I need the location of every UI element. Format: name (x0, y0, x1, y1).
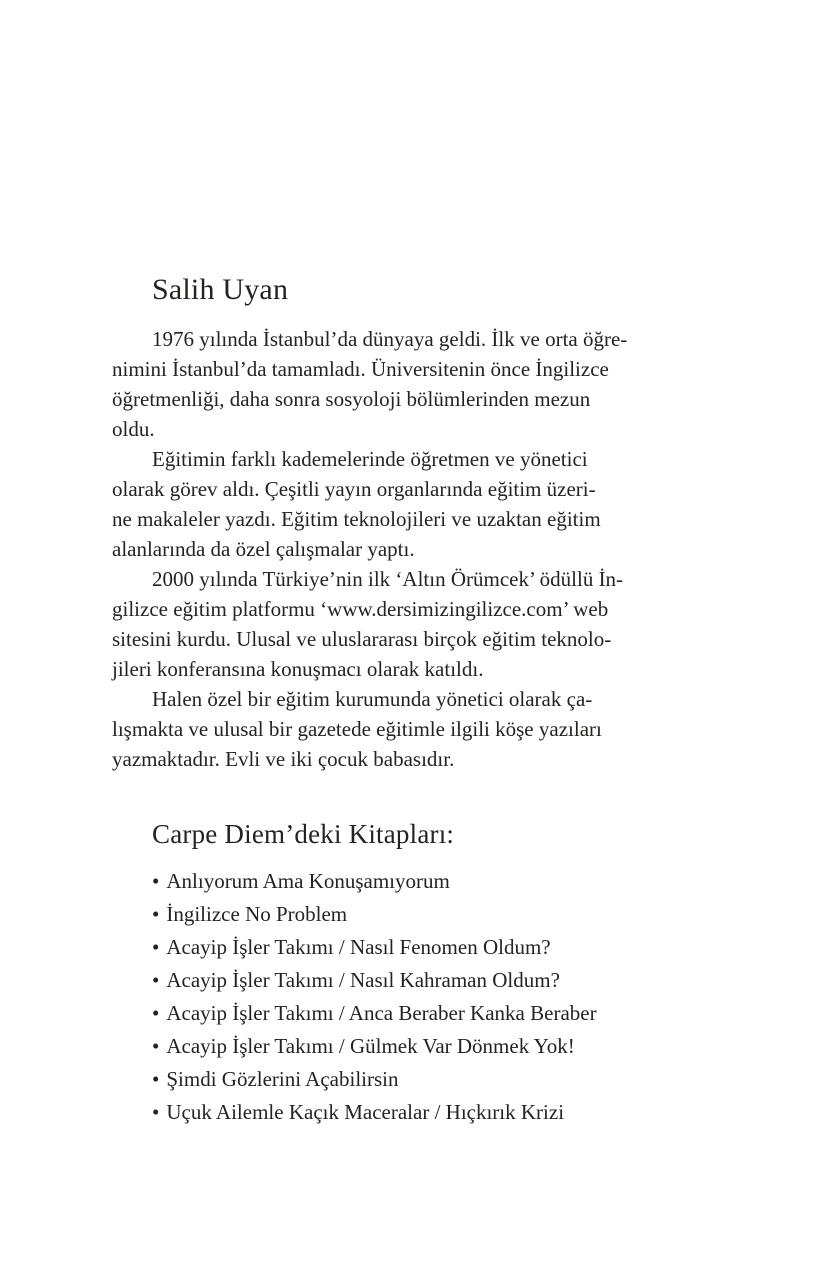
book-list-item (152, 931, 658, 964)
bullet-icon: • (152, 935, 160, 959)
book-list-item (152, 1030, 658, 1063)
bullet-icon: • (152, 902, 160, 926)
bio-line: Halen özel bir eğitim kurumunda yönetici olarak ça- (152, 687, 593, 711)
book-title: Acayip İşler Takımı / Nasıl Fenomen Oldum? (166, 935, 551, 959)
bio-line: gilizce eğitim platformu ‘www.dersimizingilizce.com’ web (112, 597, 609, 621)
bio-line: yazmaktadır. Evli ve iki çocuk babasıdır. (112, 747, 455, 771)
bullet-icon: • (152, 968, 160, 992)
bio-line: Eğitimin farklı kademelerinde öğretmen ve yönetici (152, 447, 588, 471)
bio-line: lışmakta ve ulusal bir gazetede eğitimle ilgili köşe yazıları (112, 717, 602, 741)
bio-paragraph (112, 324, 658, 444)
bio-line: 2000 yılında Türkiye’nin ilk ‘Altın Örümcek’ ödüllü İn- (152, 567, 624, 591)
bio-line: sitesini kurdu. Ulusal ve uluslararası birçok eğitim teknolo- (112, 627, 612, 651)
book-list-item (152, 898, 658, 931)
bio-line: 1976 yılında İstanbul’da dünyaya geldi. İlk ve orta öğre- (152, 327, 628, 351)
bio-line: jileri konferansına konuşmacı olarak katıldı. (112, 657, 484, 681)
book-list-item (152, 865, 658, 898)
page-content (112, 272, 658, 1129)
book-list-item (152, 1096, 658, 1129)
book-title: İngilizce No Problem (166, 902, 348, 926)
bio-line: alanlarında da özel çalışmalar yaptı. (112, 537, 415, 561)
author-name-heading: Salih Uyan (152, 273, 289, 306)
bio-line: ne makaleler yazdı. Eğitim teknolojileri ve uzaktan eğitim (112, 507, 601, 531)
bio-paragraph (112, 444, 658, 564)
bio-line: öğretmenliği, daha sonra sosyoloji bölümlerinden mezun (112, 387, 591, 411)
book-title: Acayip İşler Takımı / Anca Beraber Kanka Beraber (166, 1001, 597, 1025)
book-list (152, 865, 658, 1129)
bullet-icon: • (152, 1067, 160, 1091)
bio-paragraph (112, 564, 658, 684)
bio-paragraph (112, 684, 658, 774)
bullet-icon: • (152, 869, 160, 893)
book-title: Anlıyorum Ama Konuşamıyorum (166, 869, 450, 893)
bio-line: olarak görev aldı. Çeşitli yayın organlarında eğitim üzeri- (112, 477, 596, 501)
book-title: Acayip İşler Takımı / Nasıl Kahraman Oldum? (166, 968, 560, 992)
author-bio (112, 324, 658, 774)
books-section-heading: Carpe Diem’deki Kitapları: (152, 819, 455, 849)
bio-line: nimini İstanbul’da tamamladı. Üniversitenin önce İngilizce (112, 357, 609, 381)
book-title: Uçuk Ailemle Kaçık Maceralar / Hıçkırık Krizi (166, 1100, 565, 1124)
book-title: Şimdi Gözlerini Açabilirsin (166, 1067, 399, 1091)
book-title: Acayip İşler Takımı / Gülmek Var Dönmek Yok! (166, 1034, 575, 1058)
bullet-icon: • (152, 1034, 160, 1058)
bullet-icon: • (152, 1001, 160, 1025)
book-list-item (152, 964, 658, 997)
bio-line: oldu. (112, 417, 155, 441)
book-list-item (152, 997, 658, 1030)
book-list-item (152, 1063, 658, 1096)
bullet-icon: • (152, 1100, 160, 1124)
